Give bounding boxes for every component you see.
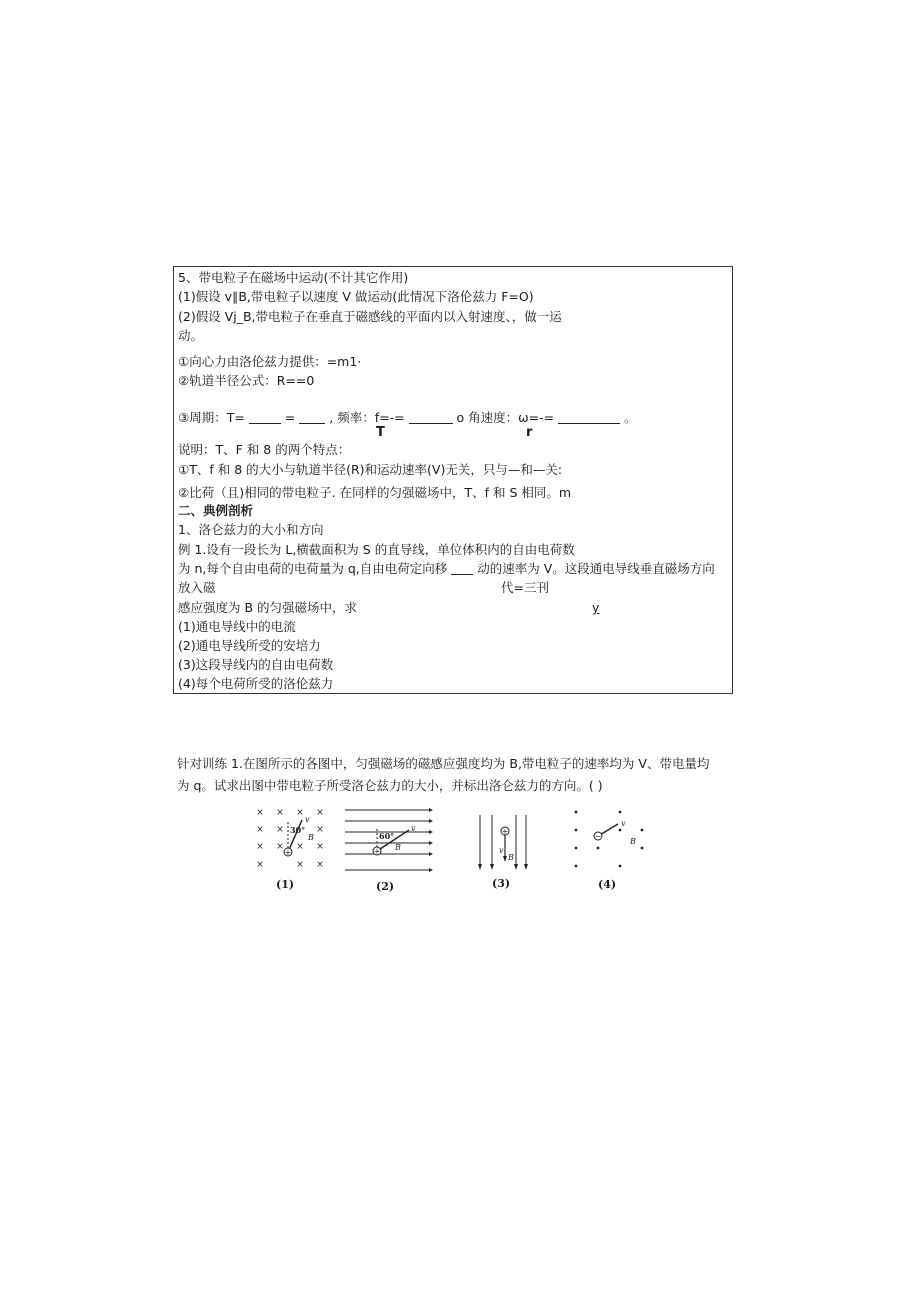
note-2: ②比荷（且)相同的带电粒子. 在同样的匀强磁场中，T、f 和 S 相同。m — [178, 485, 572, 500]
note-1: ①T、f 和 8 的大小与轨道半径(R)和运动速率(V)无关，只与—和—关: — [178, 462, 563, 477]
figure-3 — [474, 800, 534, 895]
svg-text:×: × — [316, 842, 324, 852]
period-line — [178, 410, 637, 426]
period-label: ③周期：T= — [178, 410, 245, 425]
v-label: v — [621, 819, 626, 828]
period-blank-2 — [299, 411, 325, 424]
angle-label: 60° — [379, 831, 395, 841]
svg-text:×: × — [256, 860, 264, 870]
figure-4-label: (4) — [598, 878, 617, 891]
question-2: (2)通电导线所受的安培力 — [178, 638, 321, 653]
angular-velocity-blank — [558, 411, 620, 424]
example-line-2b: 动的速率为 V。这段通电导线垂直磁场方向 — [477, 561, 715, 576]
angular-velocity-label: o 角速度：ω=-= — [456, 410, 555, 425]
example-line-3: 放入磁 — [178, 580, 216, 595]
velocity-arrowhead — [503, 856, 507, 862]
figure-2-label: (2) — [376, 880, 395, 893]
b-label: B — [630, 837, 636, 846]
notes-box — [173, 266, 733, 694]
figure-1-label: (1) — [276, 878, 295, 891]
svg-text:×: × — [276, 842, 284, 852]
svg-text:×: × — [296, 808, 304, 818]
frequency-label: , 频率：f=-= — [329, 410, 405, 425]
svg-text:×: × — [316, 808, 324, 818]
plus-sign: + — [501, 827, 509, 836]
note-title: 说明：T、F 和 8 的两个特点： — [178, 442, 351, 457]
plus-sign: + — [373, 847, 381, 856]
b-label: B — [308, 833, 314, 842]
margin-note: 代=三刊 — [501, 580, 549, 595]
frac-denominator-T: T — [376, 425, 385, 440]
field-arrows — [429, 808, 433, 872]
case-2: (2)假设 Vj_B,带电粒子在垂直于磁感线的平面内以入射速度、，做一运 — [178, 309, 562, 324]
v-label: v — [305, 815, 310, 824]
frac-denominator-r: r — [526, 425, 533, 440]
figure-3-diagram — [474, 800, 534, 872]
svg-text:×: × — [316, 860, 324, 870]
question-4: (4)每个电荷所受的洛伦兹力 — [178, 676, 334, 691]
example-line-4: 感应强度为 B 的匀强磁场中，求 — [178, 600, 358, 615]
case-1: (1)假设 v∥B,带电粒子以速度 V 做运动(此情况下洛伦兹力 F=O) — [178, 289, 534, 304]
figure-2 — [343, 800, 433, 895]
example-line-2a: 为 n,每个自由电荷的电荷量为 q,自由电荷定向移 — [178, 561, 448, 576]
section-5-title: 5、带电粒子在磁场中运动(不计其它作用) — [178, 270, 409, 285]
v-label: v — [499, 846, 504, 855]
margin-note-y: y — [592, 600, 600, 615]
svg-text:×: × — [296, 860, 304, 870]
svg-text:×: × — [256, 808, 264, 818]
svg-text:×: × — [256, 825, 264, 835]
period-blank-1 — [249, 411, 281, 424]
plus-sign: + — [284, 848, 292, 857]
period-end: 。 — [624, 410, 637, 425]
figure-1-diagram — [252, 800, 332, 872]
svg-text:×: × — [256, 842, 264, 852]
example-blank — [451, 562, 473, 575]
training-line-1: 针对训练 1.在图所示的各图中，匀强磁场的磁感应强度均为 B,带电粒子的速率均为 V、带电量均 — [177, 756, 710, 771]
question-3: (3)这段导线内的自由电荷数 — [178, 657, 334, 672]
subsection-title: 1、洛仑兹力的大小和方向 — [178, 522, 324, 537]
centripetal-force: ①向心力由洛伦兹力提供：=m1· — [178, 354, 362, 369]
svg-text:×: × — [296, 842, 304, 852]
b-label: B — [395, 843, 401, 852]
svg-text:×: × — [316, 825, 324, 835]
figure-2-diagram — [343, 800, 433, 876]
figure-4-diagram — [568, 800, 648, 872]
field-lines — [480, 815, 526, 866]
case-2-cont: 动。 — [178, 328, 204, 343]
svg-text:×: × — [276, 808, 284, 818]
example-line-2 — [178, 561, 715, 577]
orbit-radius: ②轨道半径公式：R==0 — [178, 373, 315, 388]
training-line-2: 为 q。试求出图中带电粒子所受洛仑兹力的大小，并标出洛仑兹力的方向。( ) — [177, 778, 603, 793]
svg-text:×: × — [276, 825, 284, 835]
period-eq: = — [284, 410, 296, 425]
figure-3-label: (3) — [492, 877, 511, 890]
angle-label: 30° — [290, 825, 306, 835]
v-label: v — [411, 824, 416, 833]
example-line-1: 例 1.设有一段长为 L,横截面积为 S 的直导线，单位体积内的自由电荷数 — [178, 542, 575, 557]
field-arrows — [478, 864, 528, 870]
minus-sign: − — [594, 832, 602, 841]
figure-4 — [568, 800, 648, 895]
question-1: (1)通电导线中的电流 — [178, 619, 296, 634]
frequency-blank — [409, 411, 453, 424]
b-label: B — [508, 853, 514, 862]
figure-1 — [252, 800, 332, 895]
section-2-title: 二、典例剖析 — [178, 503, 254, 518]
